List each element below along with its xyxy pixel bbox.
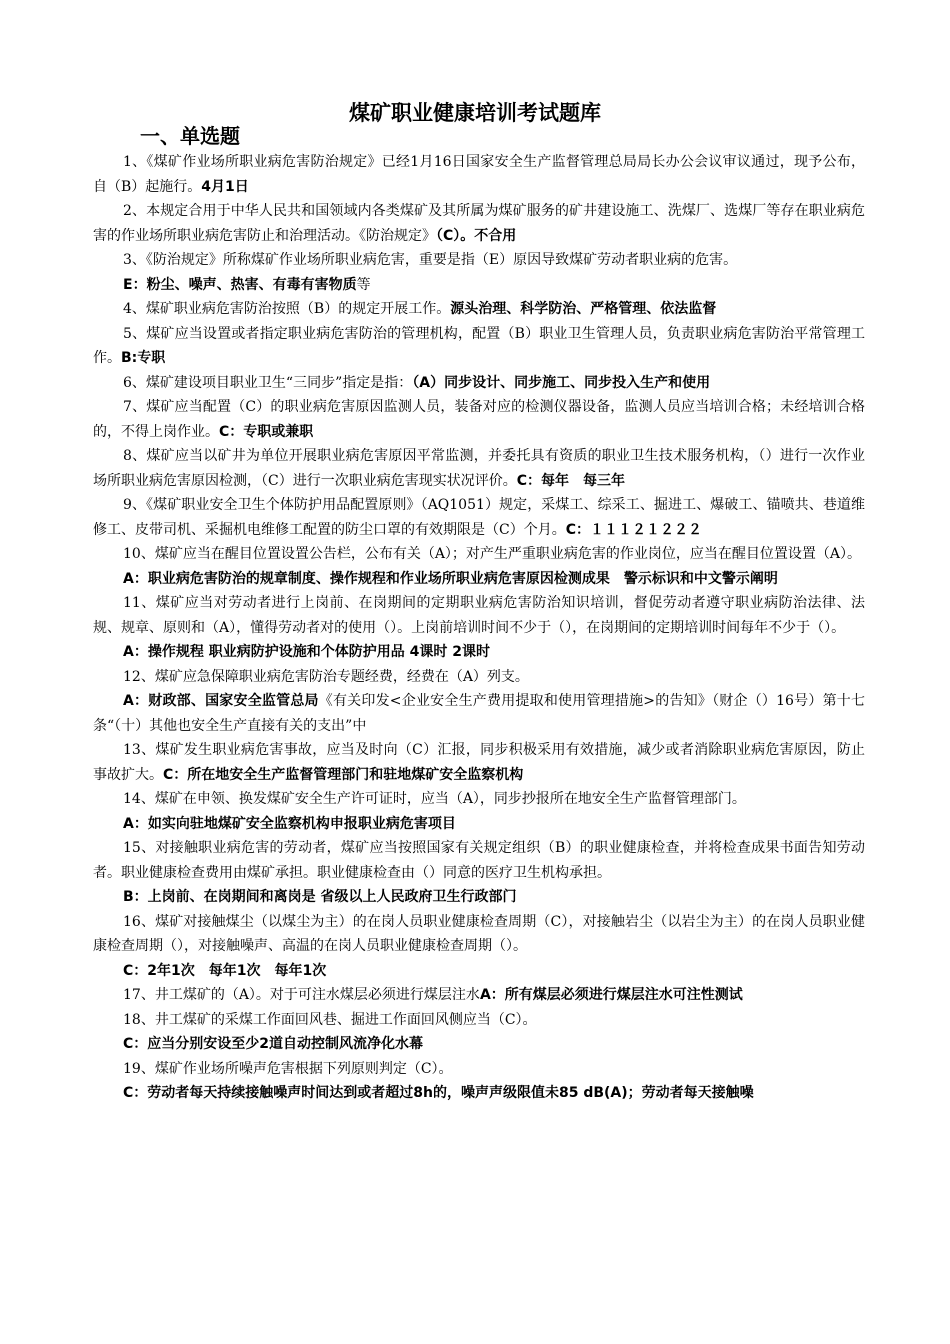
- answer-11: A：操作规程 职业病防护设施和个体防护用品 4课时 2课时: [123, 644, 490, 660]
- question-text: 12、煤矿应急保障职业病危害防治专题经费，经费在（A）列支。: [123, 668, 529, 685]
- question-text: 8、煤矿应当以矿井为单位开展职业病危害原因平常监测，并委托具有资质的职业卫生技术服务机构，（）进行一次作业场所职业病危害原因检测，（C）进行一次职业病危害现实状况评价。: [93, 448, 865, 489]
- answer-3: [93, 273, 865, 298]
- question-5: [93, 322, 865, 371]
- answer-text: A：财政部、国家安全监管总局: [123, 693, 319, 709]
- answer-text: C：１１１２１２２２: [565, 521, 702, 538]
- answer-text: E：粉尘、噪声、热害、有毒有害物质: [123, 276, 357, 293]
- question-7: [93, 395, 865, 444]
- answer-text: 4月1日: [201, 178, 249, 195]
- answer-18: C：应当分别安设至少2道自动控制风流净化水幕: [123, 1036, 424, 1052]
- question-list: [93, 150, 865, 1106]
- question-12: [93, 665, 865, 690]
- question-text: 7、煤矿应当配置（C）的职业病危害原因监测人员，装备对应的检测仪器设备，监测人员应当培训合格；未经培训合格的，不得上岗作业。: [93, 399, 865, 440]
- question-15: [93, 836, 865, 885]
- answer-text: C：所在地安全生产监督管理部门和驻地煤矿安全监察机构: [163, 766, 524, 783]
- question-4: [93, 297, 865, 322]
- question-6: [93, 371, 865, 396]
- question-13: [93, 738, 865, 787]
- answer-19: C：劳动者每天持续接触噪声时间达到或者超过8h的，噪声声级限值未85 dB(A)；劳动者每天接触噪: [123, 1085, 754, 1101]
- document-title: 煤矿职业健康培训考试题库: [349, 101, 601, 125]
- section-heading: 一、单选题: [140, 124, 240, 148]
- question-17: [93, 983, 865, 1008]
- answer-12: [93, 689, 865, 738]
- question-8: [93, 444, 865, 493]
- question-text: 2、本规定合用于中华人民共和国领域内各类煤矿及其所属为煤矿服务的矿井建设施工、洗煤厂、选煤厂等存在职业病危害的作业场所职业病危害防止和治理活动。《防治规定》: [93, 203, 865, 244]
- question-text: 11、煤矿应当对劳动者进行上岗前、在岗期间的定期职业病危害防治知识培训，督促劳动者遵守职业病防治法律、法规、规章、原则和（A），懂得劳动者对的使用（）。上岗前培训时间不少于（），在岗期间的定期培训时间每年不少于（）。: [93, 595, 865, 636]
- answer-14: A：如实向驻地煤矿安全监察机构申报职业病危害项目: [123, 815, 456, 832]
- question-11: [93, 591, 865, 640]
- question-text: 4、煤矿职业病危害防治按照（B）的规定开展工作。: [123, 301, 451, 317]
- answer-text: （C）。不合用: [436, 227, 517, 244]
- question-3: [93, 248, 865, 273]
- answer-15: B：上岗前、在岗期间和离岗是 省级以上人民政府卫生行政部门: [123, 889, 517, 905]
- answer-text: （A）同步设计、同步施工、同步投入生产和使用: [412, 374, 711, 391]
- question-text: 3、《防治规定》所称煤矿作业场所职业病危害，重要是指（E）原因导致煤矿劳动者职业病的危害。: [123, 252, 738, 268]
- answer-tail: 《有关印发<企业安全生产费用提取和使用管理措施>的告知》（财企（）16号）第十七条“（十）其他也安全生产直接有关的支出”中: [93, 693, 865, 734]
- question-9: [93, 493, 865, 542]
- question-text: 18、井工煤矿的采煤工作面回风巷、掘进工作面回风侧应当（C）。: [123, 1011, 537, 1028]
- question-text: 9、《煤矿职业安全卫生个体防护用品配置原则》（AQ1051）规定，采煤工、综采工、掘进工、爆破工、锚喷共、巷道维修工、皮带司机、采掘机电维修工配置的防尘口罩的有效期限是（C）个月。: [93, 497, 865, 538]
- question-text: 10、煤矿应当在醒目位置设置公告栏，公布有关（A）；对产生严重职业病危害的作业岗位，应当在醒目位置设置（A）。: [123, 546, 862, 562]
- question-19: [93, 1057, 865, 1082]
- question-text: 1、《煤矿作业场所职业病危害防治规定》已经1月16日国家安全生产监督管理总局局长办公会议审议通过，现予公布，自（B）起施行。: [93, 154, 865, 195]
- question-text: 16、煤矿对接触煤尘（以煤尘为主）的在岗人员职业健康检查周期（C），对接触岩尘（以岩尘为主）的在岗人员职业健康检查周期（），对接触噪声、高温的在岗人员职业健康检查周期（）。: [93, 913, 865, 954]
- question-text: 15、对接触职业病危害的劳动者，煤矿应当按照国家有关规定组织（B）的职业健康检查，并将检查成果书面告知劳动者。职业健康检查费用由煤矿承担。职业健康检查由（）同意的医疗卫生机构承担。: [93, 840, 865, 881]
- answer-16: C：2年1次 每年1次 每年1次: [123, 962, 327, 979]
- answer-text: A：所有煤层必须进行煤层注水可注性测试: [479, 987, 743, 1003]
- question-2: [93, 199, 865, 248]
- question-18: [93, 1008, 865, 1033]
- question-text: 17、井工煤矿的（A）。对于可注水煤层必须进行煤层注水: [123, 987, 480, 1003]
- answer-tail: 等: [356, 276, 371, 293]
- answer-text: C：专职或兼职: [219, 423, 314, 440]
- question-text: 6、煤矿建设项目职业卫生“三同步”指定是指：: [123, 374, 413, 391]
- question-16: [93, 910, 865, 959]
- question-10: [93, 542, 865, 567]
- answer-10: A：职业病危害防治的规章制度、操作规程和作业场所职业病危害原因检测成果 警示标识和中文警示阐明: [123, 570, 778, 587]
- answer-text: C：每年 每三年: [516, 472, 625, 489]
- question-14: [93, 787, 865, 812]
- answer-text: B:专职: [121, 350, 166, 366]
- answer-text: 源头治理、科学防治、严格管理、依法监督: [450, 301, 717, 317]
- question-text: 14、煤矿在申领、换发煤矿安全生产许可证时，应当（A），同步抄报所在地安全生产监督管理部门。: [123, 791, 746, 807]
- question-text: 19、煤矿作业场所噪声危害根据下列原则判定（C）。: [123, 1060, 453, 1077]
- question-1: [93, 150, 865, 199]
- question-text: 5、煤矿应当设置或者指定职业病危害防治的管理机构，配置（B）职业卫生管理人员，负责职业病危害防治平常管理工作。: [93, 325, 865, 366]
- question-text: 13、煤矿发生职业病危害事故，应当及时向（C）汇报，同步积极采用有效措施，减少或者消除职业病危害原因，防止事故扩大。: [93, 742, 865, 783]
